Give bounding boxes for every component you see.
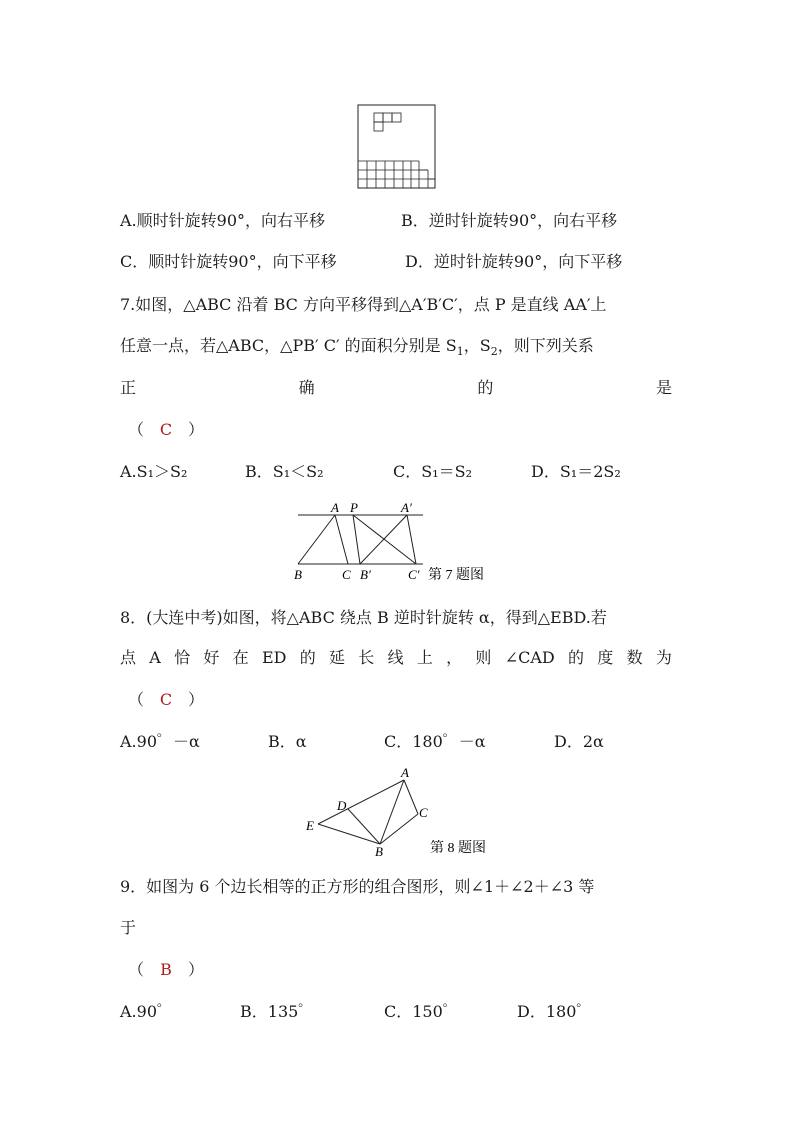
q8-text-line1: 8．(大连中考)如图，将△ABC 绕点 B 逆时针旋转 α，得到△EBD.若 (120, 608, 607, 627)
q7-translation-figure (290, 498, 510, 584)
q7-label-a: A (331, 500, 339, 515)
q7-answer-paren: （ C ） (128, 420, 205, 439)
q6-option-d: D．逆时针旋转90°，向下平移 (405, 252, 623, 271)
q8-option-b: B．α (268, 732, 307, 751)
q9-answer: B (160, 960, 172, 979)
q7-text-line1: 7.如图，△ABC 沿着 BC 方向平移得到△A′B′C′，点 P 是直线 AA′上 (120, 295, 607, 314)
q7-option-c: C．S₁＝S₂ (393, 462, 472, 481)
q7-label-a-prime: A′ (401, 500, 412, 515)
q8-label-b: B (375, 844, 383, 859)
q6-option-a: A.顺时针旋转90°，向右平移 (120, 211, 326, 230)
q6-option-b: B．逆时针旋转90°，向右平移 (401, 211, 618, 230)
q7-label-b-prime: B′ (360, 567, 371, 582)
q7-caption: 第 7 题图 (428, 568, 484, 583)
q8-option-d: D．2α (554, 732, 604, 751)
q7-label-c: C (342, 567, 351, 582)
q8-label-a: A (401, 765, 409, 780)
q8-caption: 第 8 题图 (430, 841, 486, 856)
q7-option-b: B．S₁＜S₂ (245, 462, 324, 481)
q7-option-d: D．S₁＝2S₂ (531, 462, 621, 481)
q9-text-line1: 9．如图为 6 个边长相等的正方形的组合图形，则∠1＋∠2＋∠3 等 (120, 877, 595, 896)
q8-rotation-figure (300, 762, 510, 860)
q6-option-c: C．顺时针旋转90°，向下平移 (120, 252, 337, 271)
q9-option-a: A.90゜ (120, 1002, 174, 1021)
q9-option-d: D．180゜ (517, 1002, 593, 1021)
q9-option-b: B．135゜ (240, 1002, 315, 1021)
q7-label-p: P (350, 500, 358, 515)
q7-text-line2: 任意一点，若△ABC，△PB′ C′ 的面积分别是 $S_1$，$S_2$，则下列关系 (120, 336, 594, 359)
q8-option-a: A.90゜－α (120, 732, 200, 751)
q9-answer-paren: （ B ） (128, 960, 205, 979)
q8-label-d: D (337, 798, 347, 813)
q8-answer: C (159, 690, 173, 709)
q8-answer-paren: （ C ） (128, 690, 205, 709)
q7-label-c-prime: C′ (408, 567, 420, 582)
q9-option-c: C．150゜ (384, 1002, 459, 1021)
q7-label-b: B (294, 567, 302, 582)
q7-option-a: A.S₁＞S₂ (120, 462, 188, 481)
q9-text-line2: 于 (120, 918, 137, 937)
tetris-grid-figure (357, 104, 437, 190)
q7-text-line3: 正 确 的 是 (120, 378, 672, 397)
q8-label-c: C (419, 805, 428, 820)
q7-answer: C (159, 420, 173, 439)
q8-text-line2: 点 A 恰 好 在 ED 的 延 长 线 上 ， 则 ∠CAD 的 度 数 为 (120, 648, 672, 667)
q8-option-c: C．180゜－α (384, 732, 486, 751)
q8-label-e: E (306, 818, 314, 833)
